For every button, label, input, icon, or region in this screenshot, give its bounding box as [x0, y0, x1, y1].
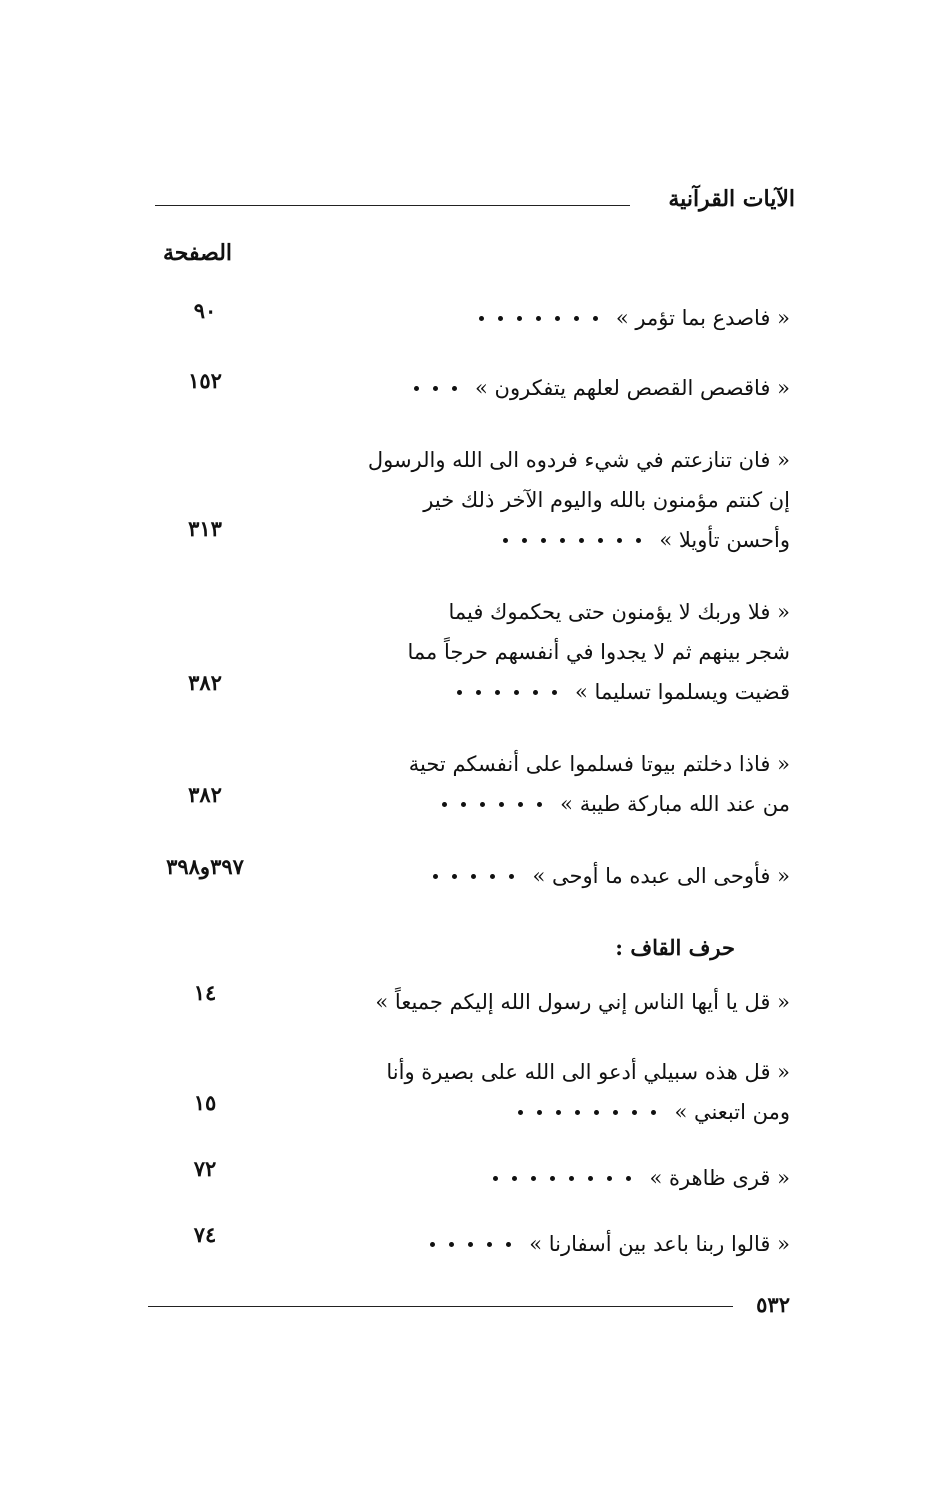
leader-dots: [457, 690, 557, 695]
header-rule: [155, 205, 630, 206]
verse-line: « فاصدع بما تؤمر »: [350, 298, 790, 338]
page-reference: ٣١٣: [188, 516, 222, 541]
leader-dots: [493, 1176, 631, 1181]
verse-line: « قل يا أيها الناس إني رسول الله إليكم جميعاً »: [375, 990, 790, 1014]
leader-dots: [503, 538, 641, 543]
verse-line: وأحسن تأويلا »: [350, 520, 790, 560]
footer-rule: [148, 1306, 733, 1307]
verse-line: « فلا وربك لا يؤمنون حتى يحكموك فيما: [448, 600, 790, 624]
verse-entry: [350, 368, 790, 408]
verse-line: « فاذا دخلتم بيوتا فسلموا على أنفسكم تحية: [408, 752, 790, 776]
verse-entry: [350, 1158, 790, 1198]
page-reference: ١٥: [193, 1090, 217, 1115]
verse-line: شجر بينهم ثم لا يجدوا في أنفسهم حرجاً مما: [407, 640, 790, 664]
page-reference: ٩٠: [193, 298, 217, 323]
verse-line: ومن اتبعني »: [350, 1092, 790, 1132]
page-reference: ١٥٢: [188, 368, 222, 393]
page-reference: ٧٢: [193, 1156, 217, 1181]
verse-entry: [350, 856, 790, 896]
verse-line: « فان تنازعتم في شيء فردوه الى الله والرسول: [367, 448, 790, 472]
verse-line: إن كنتم مؤمنون بالله واليوم الآخر ذلك خير: [423, 488, 790, 512]
verse-line: « فاقصص القصص لعلهم يتفكرون »: [350, 368, 790, 408]
page-reference: ٣٩٧و٣٩٨: [166, 854, 244, 879]
verse-line: « قرى ظاهرة »: [350, 1158, 790, 1198]
page-reference: ٣٨٢: [188, 782, 222, 807]
leader-dots: [479, 316, 598, 321]
verse-entry: [350, 1224, 790, 1264]
page-column-label: الصفحة: [162, 240, 233, 266]
verse-entry: [350, 592, 790, 712]
verse-line: قضيت ويسلموا تسليما »: [350, 672, 790, 712]
verse-line: « قالوا ربنا باعد بين أسفارنا »: [350, 1224, 790, 1264]
verse-entry: [350, 440, 790, 560]
page-reference: ١٤: [193, 980, 217, 1005]
leader-dots: [430, 1242, 511, 1247]
verse-entry: [350, 744, 790, 824]
page-reference: ٣٨٢: [188, 670, 222, 695]
verse-entry: [350, 1052, 790, 1132]
verse-entry: [350, 298, 790, 338]
page-reference: ٧٤: [193, 1222, 217, 1247]
leader-dots: [518, 1110, 656, 1115]
verse-line: « قل هذه سبيلي أدعو الى الله على بصيرة وأنا: [386, 1060, 790, 1084]
footer-page-number: ٥٣٢: [756, 1292, 790, 1317]
running-header-title: الآيات القرآنية: [668, 186, 795, 212]
leader-dots: [433, 874, 514, 879]
section-heading: حرف القاف :: [615, 935, 735, 960]
leader-dots: [414, 386, 457, 391]
verse-entry: [350, 982, 790, 1022]
verse-line: من عند الله مباركة طيبة »: [350, 784, 790, 824]
leader-dots: [442, 802, 542, 807]
verse-line: « فأوحى الى عبده ما أوحى »: [350, 856, 790, 896]
